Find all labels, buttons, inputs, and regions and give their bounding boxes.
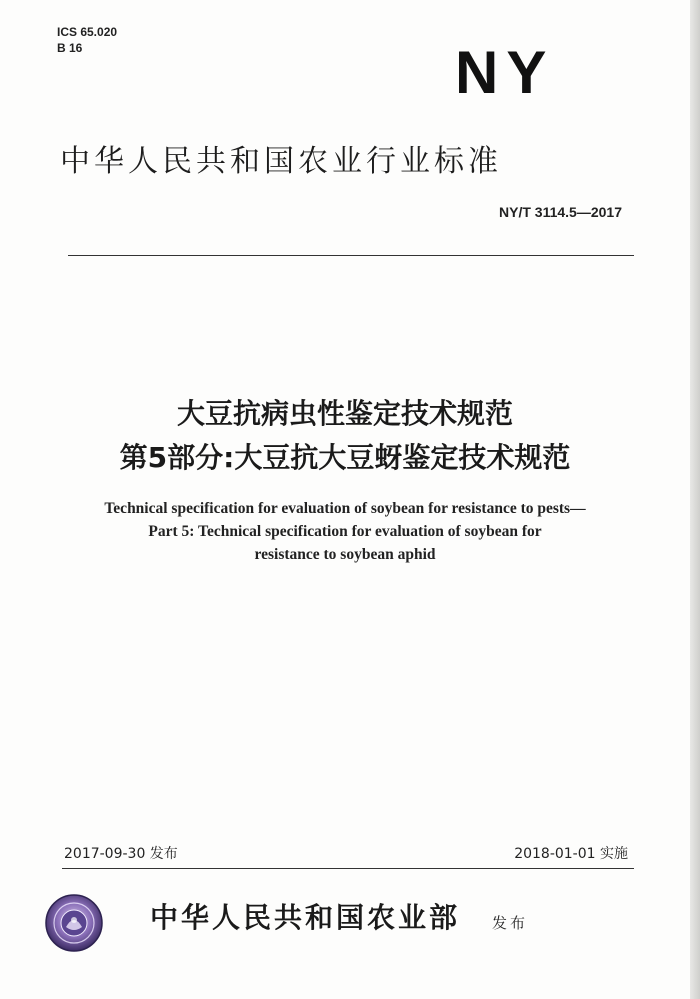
- issuing-ministry: 中华人民共和国农业部: [150, 901, 461, 934]
- footer-divider: [62, 868, 634, 869]
- chinese-title-line2: 第5部分:大豆抗大豆蚜鉴定技术规范: [119, 441, 571, 474]
- page-edge-shadow: [690, 0, 700, 999]
- standard-number: NY/T 3114.5—2017: [499, 204, 622, 220]
- english-title-line2: Part 5: Technical specification for evaluation of soybean for: [148, 523, 542, 540]
- issue-date: 2017-09-30 发布: [64, 846, 178, 862]
- ics-code: ICS 65.020: [57, 25, 118, 39]
- header-divider: [68, 255, 634, 256]
- implementation-date: 2018-01-01 实施: [514, 846, 628, 862]
- national-emblem-icon: [44, 893, 104, 953]
- publish-label: 发布: [492, 914, 529, 932]
- english-title-line3: resistance to soybean aphid: [254, 546, 436, 563]
- classification-codes: [57, 24, 117, 56]
- english-title: [60, 497, 630, 566]
- standard-category-title: 中华人民共和国农业行业标准: [60, 144, 502, 179]
- ccs-code: B 16: [57, 41, 83, 55]
- english-title-line1: Technical specification for evaluation of soybean for resistance to pests—: [104, 500, 586, 517]
- chinese-title-line1: 大豆抗病虫性鉴定技术规范: [176, 397, 513, 430]
- ny-logo: NY: [455, 39, 555, 106]
